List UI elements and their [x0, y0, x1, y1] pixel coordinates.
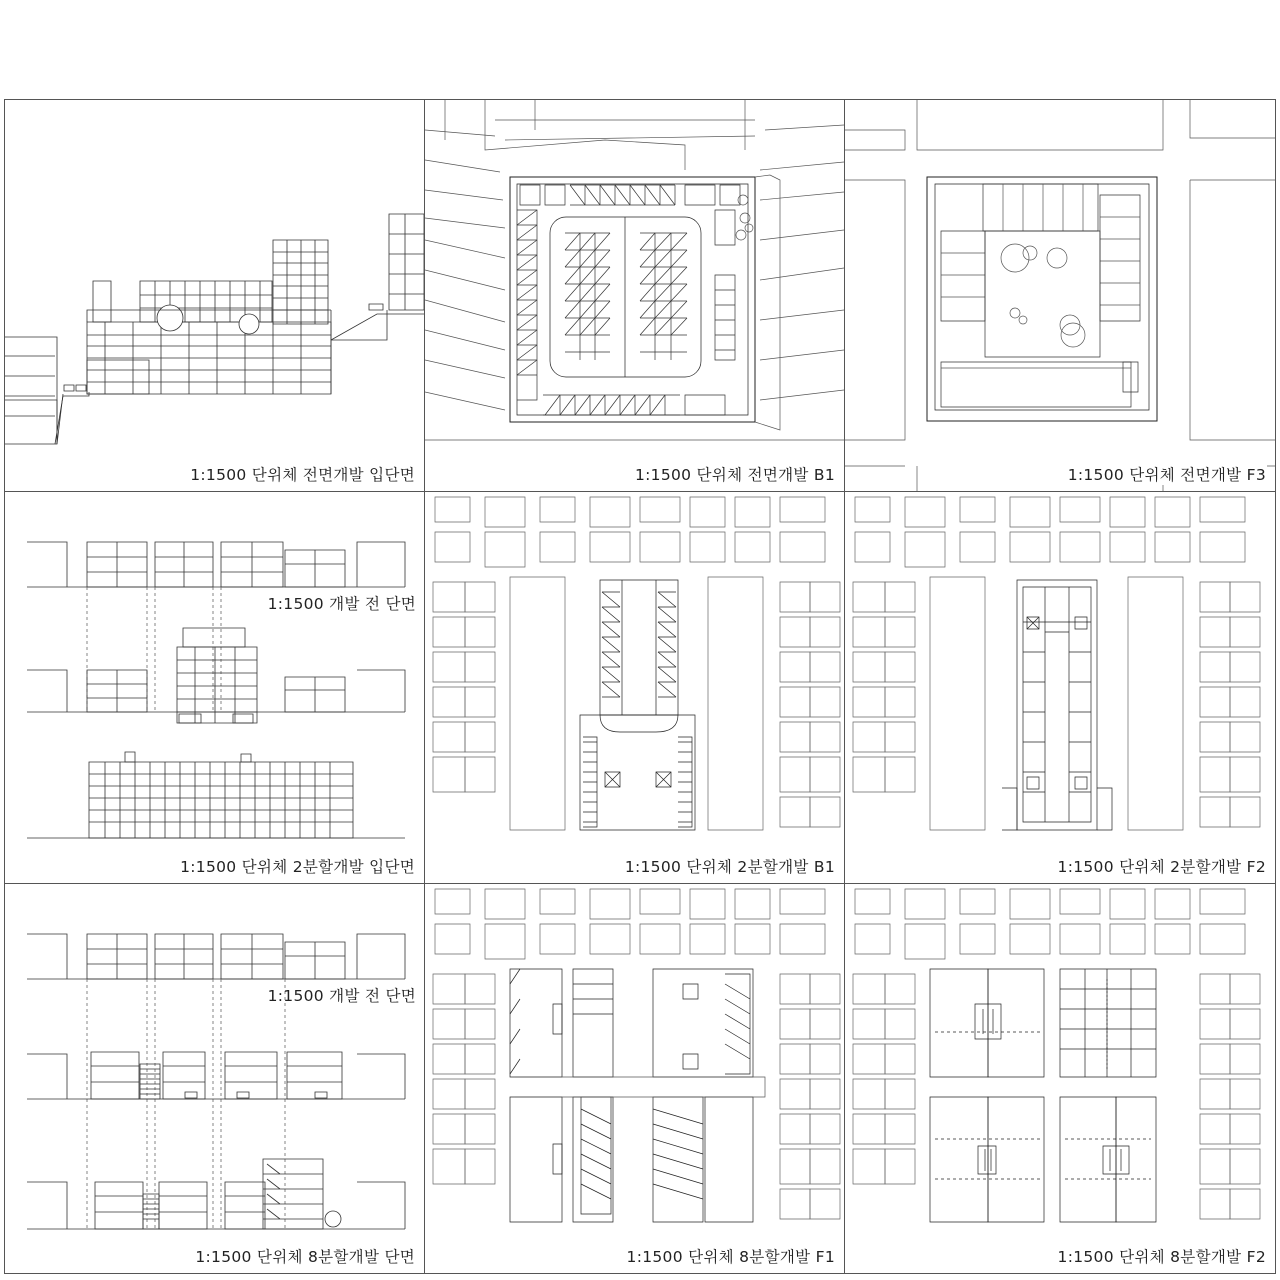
- panel-caption: 1:1500 단위체 8분할개발 단면: [194, 1245, 416, 1267]
- eight-split-section-drawing: [5, 884, 424, 1273]
- panel-full-development-b1-plan: [425, 100, 844, 491]
- panel-sub-caption: 1:1500 개발 전 단면: [267, 987, 416, 1005]
- panel-two-split-development-f2-plan: [845, 492, 1275, 883]
- two-split-b1-plan-drawing: [425, 492, 844, 883]
- panel-caption: 1:1500 단위체 2분할개발 B1: [624, 855, 836, 877]
- panel-caption: 1:1500 단위체 2분할개발 입단면: [179, 855, 416, 877]
- frame-bottom: [4, 1273, 1276, 1274]
- panel-eight-split-development-section: [5, 884, 424, 1273]
- b1-plan-drawing: [425, 100, 844, 491]
- panel-sub-caption: 1:1500 개발 전 단면: [267, 595, 416, 613]
- panel-caption: 1:1500 단위체 전면개발 F3: [1067, 463, 1267, 485]
- panel-eight-split-development-f1-plan: [425, 884, 844, 1273]
- eight-split-f1-plan-drawing: [425, 884, 844, 1273]
- panel-caption: 1:1500 단위체 8분할개발 F2: [1057, 1245, 1267, 1267]
- frame-right: [1275, 99, 1276, 1274]
- panel-full-development-f3-plan: [845, 100, 1275, 491]
- panel-caption: 1:1500 단위체 2분할개발 F2: [1057, 855, 1267, 877]
- eight-split-f2-plan-drawing: [845, 884, 1275, 1273]
- panel-eight-split-development-f2-plan: [845, 884, 1275, 1273]
- two-split-f2-plan-drawing: [845, 492, 1275, 883]
- panel-caption: 1:1500 단위체 전면개발 입단면: [189, 463, 416, 485]
- panel-two-split-development-elevation: [5, 492, 424, 883]
- panel-caption: 1:1500 단위체 전면개발 B1: [634, 463, 836, 485]
- elevation-drawing: [5, 100, 424, 491]
- f3-plan-drawing: [845, 100, 1275, 491]
- panel-caption: 1:1500 단위체 8분할개발 F1: [626, 1245, 836, 1267]
- panel-full-development-elevation: [5, 100, 424, 491]
- panel-two-split-development-b1-plan: [425, 492, 844, 883]
- two-split-elevation-drawing: [5, 492, 424, 883]
